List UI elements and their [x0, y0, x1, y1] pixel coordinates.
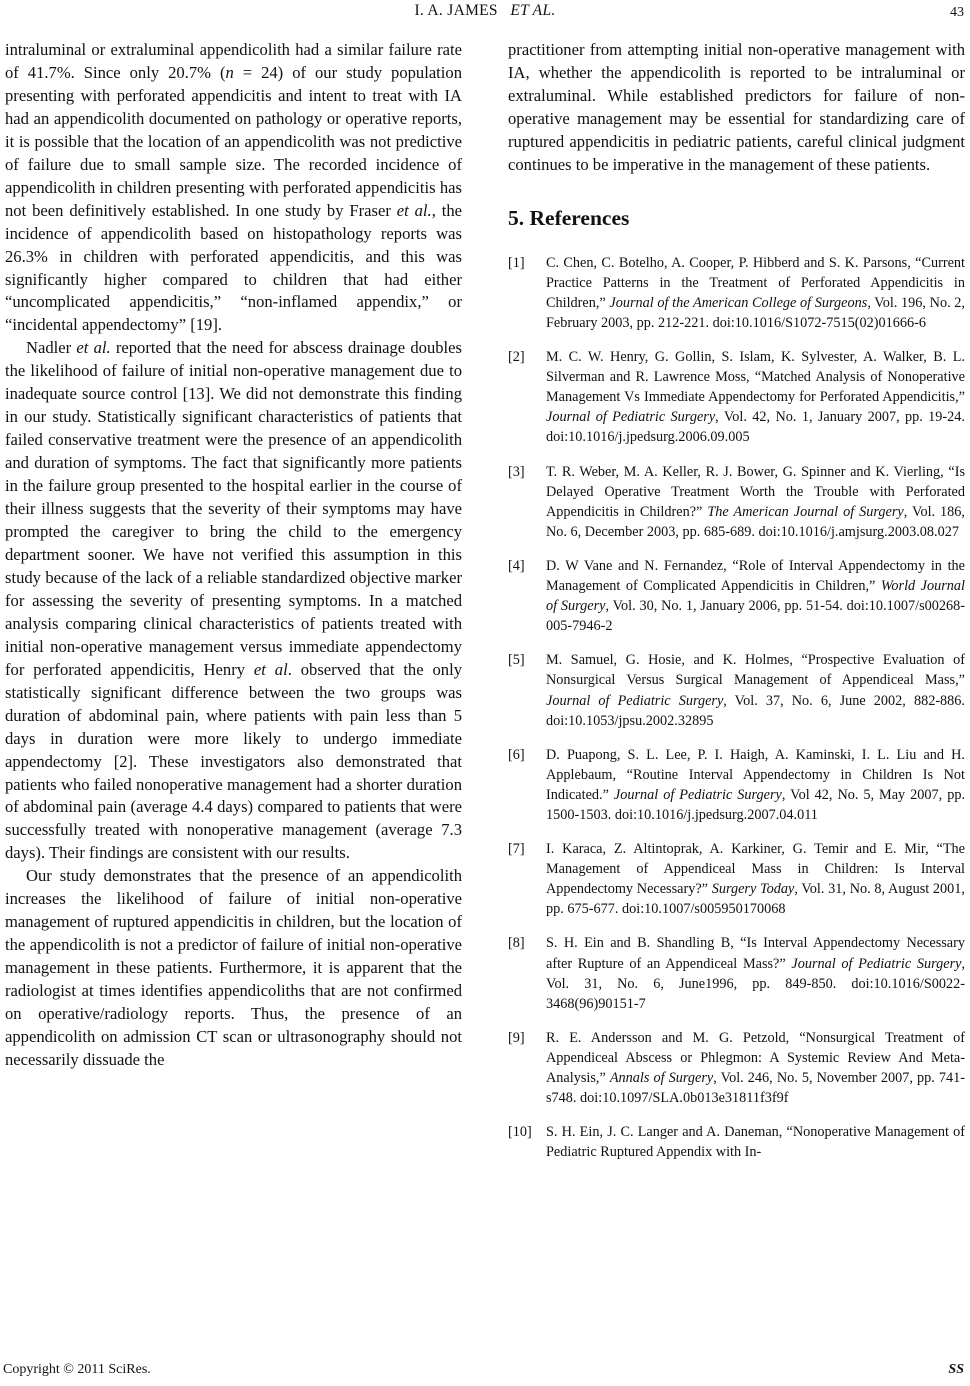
reference-text: D. W Vane and N. Fernandez, “Role of Interval Appendectomy in the Management of Complicated Appendicitis in Children,”	[546, 557, 965, 595]
reference-item	[508, 933, 965, 1013]
copyright-notice: Copyright © 2011 SciRes.	[3, 1362, 151, 1377]
reference-journal: The American Journal of Surgery	[707, 503, 904, 520]
reference-journal: Annals of Surgery	[609, 1070, 714, 1086]
reference-journal: Journal of Pediatric Surgery	[613, 786, 782, 803]
reference-number: [10]	[508, 1124, 532, 1141]
reference-details: , Vol. 31, No. 6, June1996, pp. 849-850. doi:10.1016/S0022-3468(96)90151-7	[546, 955, 966, 1012]
reference-list	[508, 253, 965, 1163]
reference-number: [2]	[508, 349, 525, 366]
paragraph-continued-right: practitioner from attempting initial non-operative management with IA, whether the appendicolith is reported to be intraluminal or extraluminal. While established predictors for failure of non-operative management may be essential for standardizing care of ruptured appendicitis in pediatric patients, careful clinical judgment continues to be imperative in the management of these patients.	[508, 40, 965, 174]
reference-item	[508, 347, 965, 447]
page-number: 43	[950, 5, 964, 20]
reference-number: [9]	[508, 1029, 525, 1046]
reference-details: , Vol. 31, No. 8, August 2001, pp. 675-677. doi:10.1007/s005950170068	[546, 881, 965, 918]
reference-text: S. H. Ein, J. C. Langer and A. Daneman, “Nonoperative Management of Pediatric Ruptured Appendix with In-	[546, 1124, 965, 1161]
reference-details: , Vol. 30, No. 1, January 2006, pp. 51-54. doi:10.1007/s00268-005-7946-2	[546, 598, 965, 635]
left-column	[5, 39, 462, 1072]
reference-item	[508, 556, 965, 636]
reference-text: I. Karaca, Z. Altintoprak, A. Karkiner, G. Temir and E. Mir, “The Management of Appendiceal Mass in Children: Is Interval Appendectomy Necessary?”	[546, 841, 965, 898]
et-al: ET AL.	[510, 2, 556, 19]
italic-variable: n	[225, 62, 234, 82]
reference-text: S. H. Ein and B. Shandling B, “Is Interval Appendectomy Necessary after Rupture of an Appendiceal Mass?”	[546, 935, 965, 972]
paragraph-conclusion: Our study demonstrates that the presence of an appendicolith increases the likelihood of failure of initial non-operative management of ruptured appendicitis in children, but the location of the appendicolith is not a predictor of failure of initial non-operative management in these patients. Furthermore, it is apparent that the radiologist at times identifies appendicoliths that are not confirmed on operative/radiology reports. Thus, the presence of an appendicolith on admission CT scan or ultrasonography should not necessarily dissuade the	[5, 866, 462, 1069]
reference-details: , Vol 42, No. 5, May 2007, pp. 1500-1503. doi:10.1016/j.jpedsurg.2007.04.011	[546, 786, 966, 823]
reference-item	[508, 1028, 965, 1108]
reference-number: [5]	[508, 652, 525, 669]
reference-item	[508, 462, 965, 542]
reference-text: M. Samuel, G. Hosie, and K. Holmes, “Prospective Evaluation of Nonsurgical Versus Surgical Management of Appendiceal Mass,”	[546, 652, 965, 689]
reference-journal: World Journal of Surgery	[546, 578, 965, 615]
paragraph-nadler	[5, 337, 462, 865]
reference-number: [6]	[508, 746, 525, 763]
reference-number: [8]	[508, 935, 525, 952]
italic-et-al: et al	[253, 659, 288, 679]
reference-number: [7]	[508, 841, 525, 858]
reference-text: D. Puapong, S. L. Lee, P. I. Haigh, A. Kaminski, I. L. Liu and H. Applebaum, “Routine Interval Appendectomy in Children Is Not Indicated.”	[546, 746, 965, 803]
text-run: , the incidence of appendicolith based on histopathology reports was 26.3% in children with perforated appendicitis, and this was significantly higher compared to children that had either “uncomplicated appendicitis,” “non-inflamed appendix,” or “incidental appendectomy” [19].	[5, 200, 463, 335]
running-header	[0, 2, 970, 26]
reference-journal: Journal of Pediatric Surgery	[546, 409, 716, 426]
running-header-authors	[0, 2, 970, 20]
reference-text: C. Chen, C. Botelho, A. Cooper, P. Hibberd and S. K. Parsons, “Current Practice Patterns in the Treatment of Perforated Appendicitis in Children,”	[546, 254, 965, 311]
right-column	[508, 39, 965, 1176]
reference-details: , Vol. 196, No. 2, February 2003, pp. 212-221. doi:10.1016/S1072-7515(02)01666-6	[546, 294, 965, 331]
reference-text: M. C. W. Henry, G. Gollin, S. Islam, K. Sylvester, A. Walker, B. L. Silverman and R. Lawrence Moss, “Matched Analysis of Nonoperative Management Vs Immediate Appendectomy for Perforated Appendicitis,”	[546, 349, 965, 406]
reference-details: , Vol. 42, No. 1, January 2007, pp. 19-24. doi:10.1016/j.jpedsurg.2006.09.005	[546, 409, 965, 446]
reference-text: R. E. Andersson and M. G. Petzold, “Nonsurgical Treatment of Appendiceal Abscess or Phlegmon: A Systemic Review And Meta-Analysis,”	[546, 1029, 965, 1086]
reference-details: , Vol. 37, No. 6, June 2002, 882-886. doi:10.1053/jpsu.2002.32895	[546, 692, 965, 729]
journal-abbreviation: SS	[948, 1362, 964, 1377]
reference-item	[508, 839, 965, 919]
page-footer	[0, 1362, 970, 1382]
reference-details: , Vol. 186, No. 6, December 2003, pp. 685-689. doi:10.1016/j.amjsurg.2003.08.027	[546, 503, 965, 540]
section-heading-references: 5. References	[508, 205, 630, 230]
reference-item	[508, 1122, 965, 1162]
text-run: . observed that the only statistically significant difference between the two groups was duration of abdominal pain, where patients with pain less than 5 days in duration were more likely to undergo immediate appendectomy [2]. These investigators also demonstrated that patients who failed nonoperative management had a shorter duration of abdominal pain (average 4.4 days) compared to patients that were successfully treated with nonoperative management (average 7.3 days). Their findings are consistent with our results.	[5, 659, 462, 863]
text-run: intraluminal or extraluminal appendicolith had a similar failure rate of 41.7%. Since only 20.7% (	[5, 40, 462, 82]
reference-item	[508, 650, 965, 730]
text-run: reported that the need for abscess drainage doubles the likelihood of failure of initial non-operative management due to inadequate source control [13]. We did not demonstrate this finding in our study. Statistically significant characteristics of patients that failed conservative treatment were the presence of an appendicolith and duration of symptoms. The fact that significantly more patients in the failure group presented to the hospital earlier in the course of their illness suggests that the severity of their symptoms may have prompted the caregiver to bring the child to the emergency department sooner. We have not verified this assumption in this study because of the lack of a reliable standardized objective marker for assessing the severity of presenting symptoms. In a matched analysis comparing clinical characteristics of patients treated with initial non-operative management versus immediate appendectomy for perforated appendicitis, Henry	[5, 338, 462, 679]
reference-details: , Vol. 246, No. 5, November 2007, pp. 741-s748. doi:10.1097/SLA.0b013e31811f3f9f	[546, 1070, 965, 1107]
reference-number: [3]	[508, 463, 525, 480]
text-run: = 24) of our study population presenting with perforated appendicitis and intent to treat with IA had an appendicolith documented on pathology or operative reports, it is possible that the location of an appendicolith was not predictive of failure due to small sample size. The recorded incidence of appendicolith in children presenting with perforated appendicitis has not been definitively established. In one study by Fraser	[5, 62, 462, 220]
reference-journal: Surgery Today	[711, 881, 795, 898]
paragraph-continued	[5, 39, 462, 337]
reference-text: T. R. Weber, M. A. Keller, R. J. Bower, G. Spinner and K. Vierling, “Is Delayed Operative Treatment Worth the Trouble with Perforated Appendicitis in Children?”	[546, 463, 965, 520]
reference-item	[508, 253, 965, 333]
reference-number: [4]	[508, 557, 525, 574]
author-names: I. A. JAMES	[414, 2, 498, 19]
reference-number: [1]	[508, 254, 525, 271]
reference-item	[508, 745, 965, 825]
reference-journal: Journal of the American College of Surgeons	[609, 294, 868, 311]
reference-journal: Journal of Pediatric Surgery	[546, 692, 724, 709]
italic-et-al: et al.	[396, 200, 432, 220]
text-run: Nadler	[26, 338, 77, 358]
reference-journal: Journal of Pediatric Surgery	[791, 955, 962, 972]
italic-et-al: et al.	[76, 338, 111, 358]
